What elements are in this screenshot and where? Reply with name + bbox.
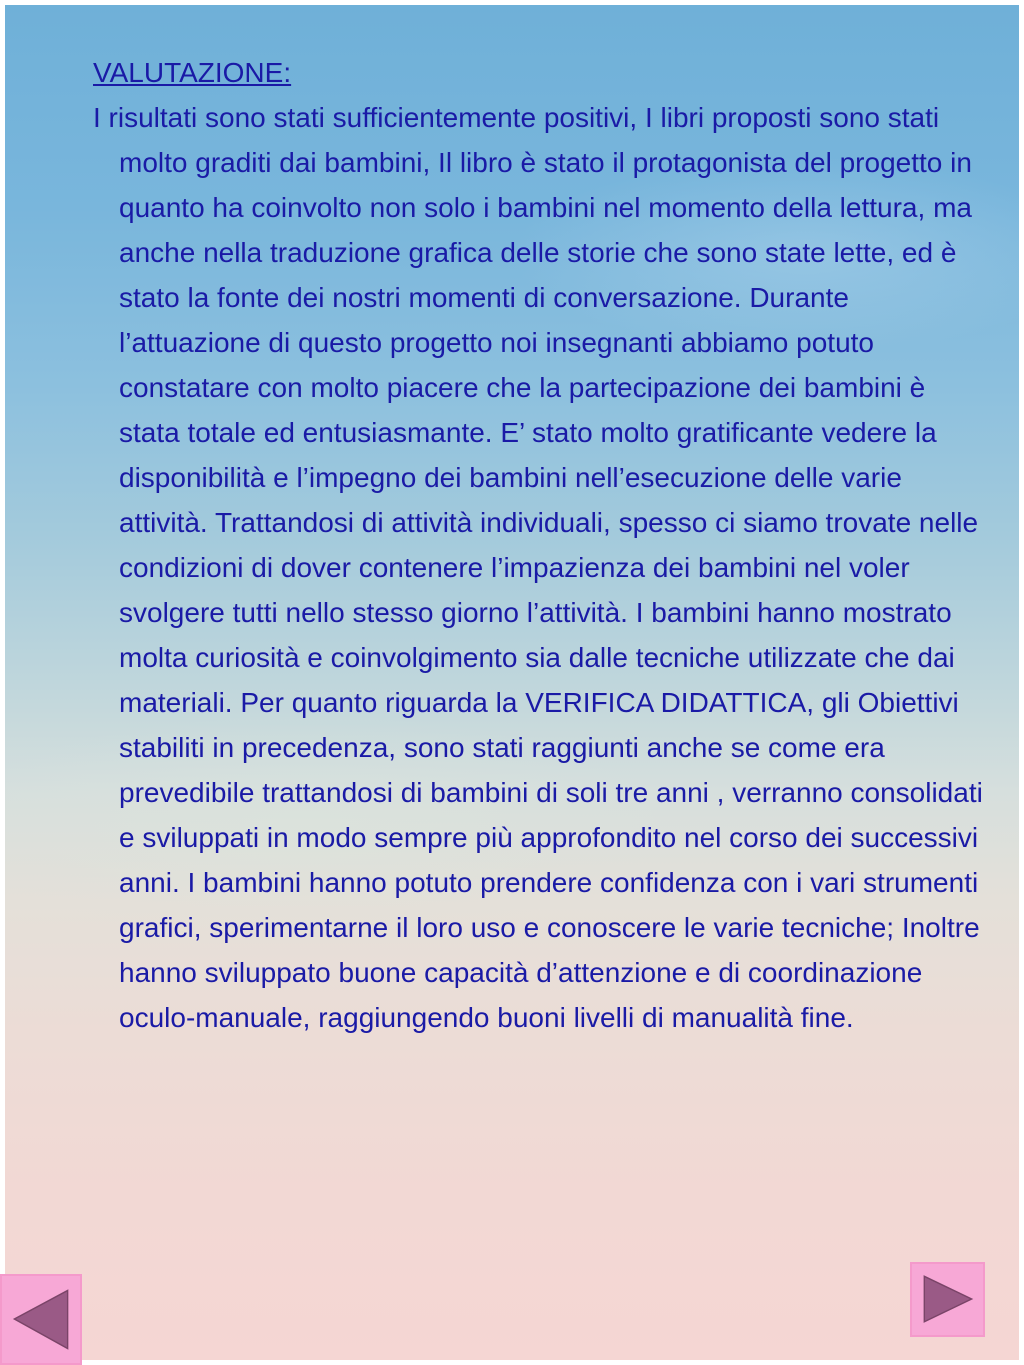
triangle-left-icon [2,1276,80,1363]
slide-content [93,50,993,1040]
previous-slide-button[interactable] [0,1274,82,1365]
next-slide-button[interactable] [910,1262,985,1337]
slide-body-text: I risultati sono stati sufficientemente positivi, I libri proposti sono stati molto graditi dai bambini, Il libro è stato il protagonista del progetto in quanto ha coinvolto non solo i bambini nel momento della lettura, ma anche nella traduzione grafica delle storie che sono state lette, ed è stato la fonte dei nostri momenti di conversazione. Durante l’attuazione di questo progetto noi insegnanti abbiamo potuto constatare con molto piacere che la partecipazione dei bambini è stata totale ed entusiasmante. E’ stato molto gratificante vedere la disponibilità e l’impegno dei bambini nell’esecuzione delle varie attività. Trattandosi di attività individuali, spesso ci siamo trovate nelle condizioni di dover contenere l’impazienza dei bambini nel voler svolgere tutti nello stesso giorno l’attività. I bambini hanno mostrato molta curiosità e coinvolgimento sia dalle tecniche utilizzate che dai materiali. Per quanto riguarda la VERIFICA DIDATTICA, gli Obiettivi stabiliti in precedenza, sono stati raggiunti anche se come era prevedibile trattandosi di bambini di soli tre anni , verranno consolidati e sviluppati in modo sempre più approfondito nel corso dei successivi anni. I bambini hanno potuto prendere confidenza con i vari strumenti grafici, sperimentarne il loro uso e conoscere le varie tecniche; Inoltre hanno sviluppato buone capacità d’attenzione e di coordinazione oculo-manuale, raggiungendo buoni livelli di manualità fine. [93,102,983,1033]
slide-heading: VALUTAZIONE: [93,57,292,88]
triangle-right-icon [912,1264,983,1335]
